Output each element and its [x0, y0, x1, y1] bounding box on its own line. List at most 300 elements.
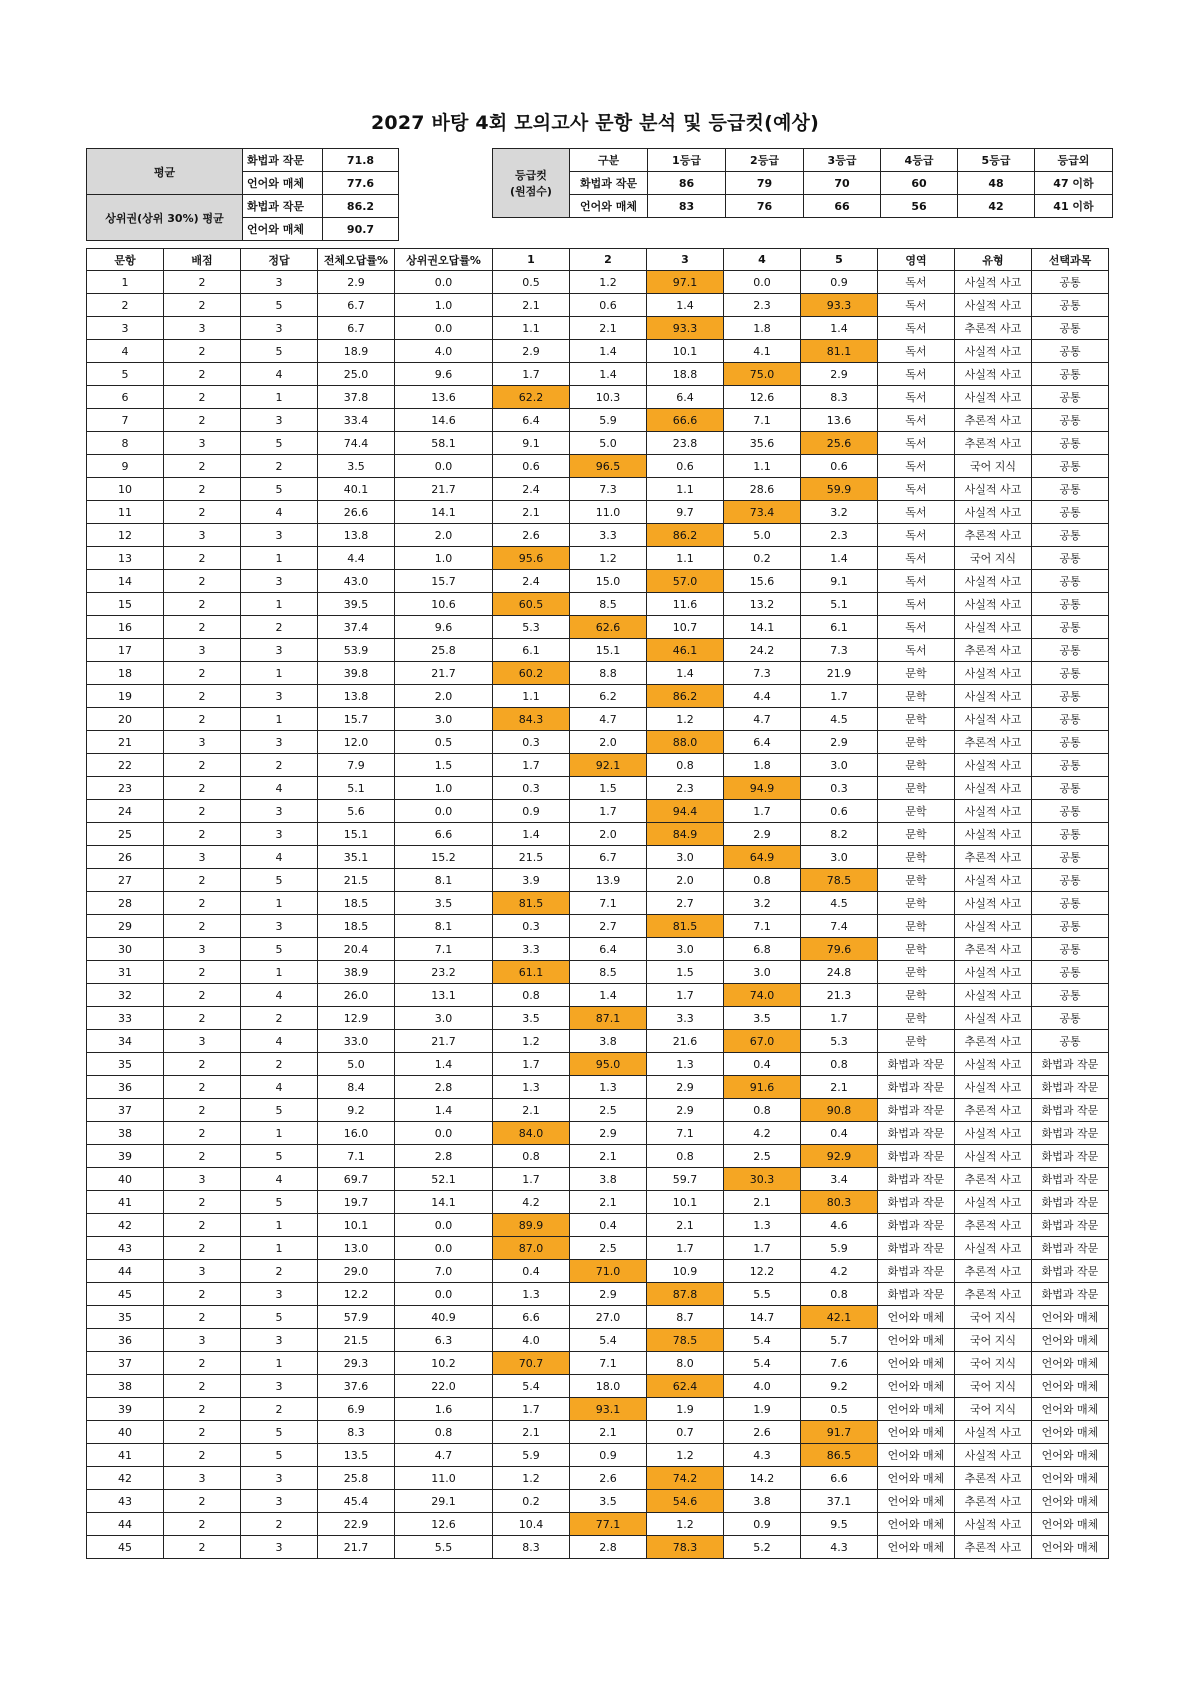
top-error-rate-cell: 9.6	[395, 363, 493, 386]
choice-4-rate-cell: 4.3	[724, 1444, 801, 1467]
question-number-cell: 17	[87, 639, 164, 662]
choice-1-rate-cell: 1.1	[493, 317, 570, 340]
column-header: 4	[724, 249, 801, 271]
choice-2-rate-cell: 62.6	[570, 616, 647, 639]
total-error-rate-cell: 18.9	[318, 340, 395, 363]
elective-subject-cell: 언어와 매체	[1032, 1329, 1109, 1352]
choice-2-rate-cell: 6.2	[570, 685, 647, 708]
choice-4-rate-cell: 1.7	[724, 800, 801, 823]
answer-cell: 2	[241, 1398, 318, 1421]
answer-cell: 3	[241, 800, 318, 823]
elective-subject-cell: 공통	[1032, 593, 1109, 616]
question-type-cell: 추론적 사고	[955, 524, 1032, 547]
question-number-cell: 40	[87, 1168, 164, 1191]
total-error-rate-cell: 38.9	[318, 961, 395, 984]
choice-1-rate-cell: 70.7	[493, 1352, 570, 1375]
choice-1-rate-cell: 6.4	[493, 409, 570, 432]
top-error-rate-cell: 29.1	[395, 1490, 493, 1513]
grade-cut-value: 86	[648, 172, 726, 195]
total-error-rate-cell: 2.9	[318, 271, 395, 294]
average-value: 77.6	[323, 172, 399, 195]
top-error-rate-cell: 1.6	[395, 1398, 493, 1421]
choice-3-rate-cell: 2.9	[647, 1099, 724, 1122]
points-cell: 2	[164, 363, 241, 386]
choice-5-rate-cell: 5.9	[801, 1237, 878, 1260]
elective-subject-cell: 공통	[1032, 892, 1109, 915]
choice-1-rate-cell: 5.3	[493, 616, 570, 639]
choice-1-rate-cell: 0.5	[493, 271, 570, 294]
choice-3-rate-cell: 1.7	[647, 1237, 724, 1260]
choice-4-rate-cell: 6.8	[724, 938, 801, 961]
points-cell: 3	[164, 1168, 241, 1191]
area-cell: 화법과 작문	[878, 1145, 955, 1168]
choice-3-rate-cell: 11.6	[647, 593, 724, 616]
choice-1-rate-cell: 1.2	[493, 1030, 570, 1053]
choice-1-rate-cell: 81.5	[493, 892, 570, 915]
choice-3-rate-cell: 3.3	[647, 1007, 724, 1030]
choice-1-rate-cell: 1.7	[493, 1398, 570, 1421]
answer-cell: 5	[241, 294, 318, 317]
question-number-cell: 36	[87, 1329, 164, 1352]
area-cell: 화법과 작문	[878, 1076, 955, 1099]
choice-4-rate-cell: 0.9	[724, 1513, 801, 1536]
question-number-cell: 5	[87, 363, 164, 386]
table-row	[87, 685, 1109, 708]
top-error-rate-cell: 0.0	[395, 271, 493, 294]
choice-1-rate-cell: 21.5	[493, 846, 570, 869]
choice-5-rate-cell: 7.4	[801, 915, 878, 938]
top-error-rate-cell: 1.4	[395, 1053, 493, 1076]
top-error-rate-cell: 22.0	[395, 1375, 493, 1398]
choice-5-rate-cell: 9.5	[801, 1513, 878, 1536]
top-error-rate-cell: 2.8	[395, 1076, 493, 1099]
choice-5-rate-cell: 0.6	[801, 800, 878, 823]
area-cell: 독서	[878, 409, 955, 432]
choice-4-rate-cell: 7.1	[724, 409, 801, 432]
choice-2-rate-cell: 2.1	[570, 1421, 647, 1444]
question-number-cell: 25	[87, 823, 164, 846]
points-cell: 2	[164, 777, 241, 800]
answer-cell: 2	[241, 1260, 318, 1283]
choice-4-rate-cell: 3.0	[724, 961, 801, 984]
choice-2-rate-cell: 71.0	[570, 1260, 647, 1283]
choice-5-rate-cell: 9.2	[801, 1375, 878, 1398]
table-row	[87, 1283, 1109, 1306]
choice-5-rate-cell: 4.2	[801, 1260, 878, 1283]
choice-1-rate-cell: 0.3	[493, 915, 570, 938]
column-header: 정답	[241, 249, 318, 271]
choice-4-rate-cell: 35.6	[724, 432, 801, 455]
top-error-rate-cell: 13.1	[395, 984, 493, 1007]
choice-3-rate-cell: 0.8	[647, 754, 724, 777]
choice-1-rate-cell: 2.4	[493, 570, 570, 593]
area-cell: 문학	[878, 731, 955, 754]
total-error-rate-cell: 7.1	[318, 1145, 395, 1168]
points-cell: 2	[164, 662, 241, 685]
choice-3-rate-cell: 54.6	[647, 1490, 724, 1513]
choice-1-rate-cell: 1.3	[493, 1076, 570, 1099]
grade-cut-header: 1등급	[648, 149, 726, 172]
table-row	[87, 1260, 1109, 1283]
total-error-rate-cell: 25.8	[318, 1467, 395, 1490]
question-type-cell: 추론적 사고	[955, 639, 1032, 662]
elective-subject-cell: 공통	[1032, 317, 1109, 340]
total-error-rate-cell: 18.5	[318, 892, 395, 915]
choice-3-rate-cell: 1.1	[647, 478, 724, 501]
question-type-cell: 사실적 사고	[955, 616, 1032, 639]
total-error-rate-cell: 26.0	[318, 984, 395, 1007]
question-number-cell: 37	[87, 1352, 164, 1375]
choice-1-rate-cell: 1.7	[493, 754, 570, 777]
average-value: 90.7	[323, 218, 399, 241]
question-number-cell: 39	[87, 1398, 164, 1421]
total-error-rate-cell: 13.0	[318, 1237, 395, 1260]
points-cell: 2	[164, 616, 241, 639]
choice-5-rate-cell: 6.6	[801, 1467, 878, 1490]
points-cell: 2	[164, 386, 241, 409]
choice-2-rate-cell: 93.1	[570, 1398, 647, 1421]
answer-cell: 2	[241, 455, 318, 478]
choice-3-rate-cell: 3.0	[647, 938, 724, 961]
points-cell: 2	[164, 1214, 241, 1237]
answer-cell: 5	[241, 340, 318, 363]
table-row	[87, 984, 1109, 1007]
total-error-rate-cell: 37.6	[318, 1375, 395, 1398]
area-cell: 독서	[878, 478, 955, 501]
top-error-rate-cell: 14.1	[395, 501, 493, 524]
elective-subject-cell: 화법과 작문	[1032, 1260, 1109, 1283]
question-number-cell: 23	[87, 777, 164, 800]
answer-cell: 3	[241, 731, 318, 754]
choice-1-rate-cell: 4.0	[493, 1329, 570, 1352]
question-type-cell: 사실적 사고	[955, 1191, 1032, 1214]
question-number-cell: 19	[87, 685, 164, 708]
question-type-cell: 국어 지식	[955, 1329, 1032, 1352]
choice-4-rate-cell: 5.0	[724, 524, 801, 547]
overall-average-label: 평균	[87, 149, 243, 195]
choice-3-rate-cell: 23.8	[647, 432, 724, 455]
choice-5-rate-cell: 93.3	[801, 294, 878, 317]
table-row	[87, 800, 1109, 823]
table-row	[87, 317, 1109, 340]
choice-3-rate-cell: 93.3	[647, 317, 724, 340]
answer-cell: 5	[241, 1191, 318, 1214]
total-error-rate-cell: 69.7	[318, 1168, 395, 1191]
choice-2-rate-cell: 2.9	[570, 1283, 647, 1306]
choice-5-rate-cell: 79.6	[801, 938, 878, 961]
page-title: 2027 바탕 4회 모의고사 문항 분석 및 등급컷(예상)	[371, 112, 819, 134]
choice-1-rate-cell: 0.3	[493, 731, 570, 754]
question-number-cell: 38	[87, 1375, 164, 1398]
choice-1-rate-cell: 1.7	[493, 363, 570, 386]
choice-3-rate-cell: 1.7	[647, 984, 724, 1007]
question-type-cell: 사실적 사고	[955, 823, 1032, 846]
area-cell: 문학	[878, 754, 955, 777]
points-cell: 2	[164, 455, 241, 478]
table-row	[87, 961, 1109, 984]
area-cell: 문학	[878, 869, 955, 892]
choice-5-rate-cell: 92.9	[801, 1145, 878, 1168]
question-type-cell: 사실적 사고	[955, 984, 1032, 1007]
grade-cut-header: 4등급	[881, 149, 958, 172]
grade-cut-header: 5등급	[958, 149, 1035, 172]
question-type-cell: 사실적 사고	[955, 1444, 1032, 1467]
choice-2-rate-cell: 3.8	[570, 1030, 647, 1053]
item-analysis-table	[86, 248, 1109, 1559]
top-error-rate-cell: 13.6	[395, 386, 493, 409]
choice-3-rate-cell: 74.2	[647, 1467, 724, 1490]
choice-2-rate-cell: 2.9	[570, 1122, 647, 1145]
top-error-rate-cell: 4.7	[395, 1444, 493, 1467]
choice-4-rate-cell: 5.4	[724, 1329, 801, 1352]
answer-cell: 4	[241, 1168, 318, 1191]
choice-1-rate-cell: 95.6	[493, 547, 570, 570]
choice-5-rate-cell: 81.1	[801, 340, 878, 363]
question-type-cell: 사실적 사고	[955, 386, 1032, 409]
choice-3-rate-cell: 2.1	[647, 1214, 724, 1237]
choice-5-rate-cell: 9.1	[801, 570, 878, 593]
choice-1-rate-cell: 87.0	[493, 1237, 570, 1260]
question-type-cell: 사실적 사고	[955, 892, 1032, 915]
grade-cut-label-line1: 등급컷	[515, 169, 547, 182]
choice-5-rate-cell: 1.7	[801, 685, 878, 708]
question-number-cell: 26	[87, 846, 164, 869]
choice-4-rate-cell: 75.0	[724, 363, 801, 386]
table-row	[87, 1375, 1109, 1398]
choice-2-rate-cell: 87.1	[570, 1007, 647, 1030]
choice-4-rate-cell: 73.4	[724, 501, 801, 524]
choice-4-rate-cell: 1.1	[724, 455, 801, 478]
question-number-cell: 38	[87, 1122, 164, 1145]
choice-1-rate-cell: 2.4	[493, 478, 570, 501]
top-error-rate-cell: 7.1	[395, 938, 493, 961]
answer-cell: 5	[241, 1145, 318, 1168]
choice-3-rate-cell: 1.1	[647, 547, 724, 570]
choice-2-rate-cell: 4.7	[570, 708, 647, 731]
grade-cut-header: 등급외	[1035, 149, 1113, 172]
total-error-rate-cell: 25.0	[318, 363, 395, 386]
question-type-cell: 추론적 사고	[955, 1467, 1032, 1490]
choice-4-rate-cell: 14.2	[724, 1467, 801, 1490]
points-cell: 3	[164, 1329, 241, 1352]
total-error-rate-cell: 40.1	[318, 478, 395, 501]
choice-4-rate-cell: 2.6	[724, 1421, 801, 1444]
question-number-cell: 3	[87, 317, 164, 340]
points-cell: 2	[164, 501, 241, 524]
question-number-cell: 42	[87, 1214, 164, 1237]
question-type-cell: 추론적 사고	[955, 409, 1032, 432]
top-error-rate-cell: 0.0	[395, 800, 493, 823]
elective-subject-cell: 화법과 작문	[1032, 1214, 1109, 1237]
elective-subject-cell: 공통	[1032, 731, 1109, 754]
question-number-cell: 20	[87, 708, 164, 731]
total-error-rate-cell: 19.7	[318, 1191, 395, 1214]
points-cell: 2	[164, 593, 241, 616]
choice-2-rate-cell: 7.1	[570, 1352, 647, 1375]
choice-4-rate-cell: 1.3	[724, 1214, 801, 1237]
average-subject: 언어와 매체	[243, 172, 323, 195]
choice-2-rate-cell: 2.1	[570, 317, 647, 340]
points-cell: 3	[164, 317, 241, 340]
question-number-cell: 43	[87, 1237, 164, 1260]
question-type-cell: 사실적 사고	[955, 800, 1032, 823]
answer-cell: 3	[241, 1490, 318, 1513]
choice-3-rate-cell: 1.9	[647, 1398, 724, 1421]
grade-cut-value: 66	[804, 195, 881, 218]
choice-3-rate-cell: 78.5	[647, 1329, 724, 1352]
table-row	[87, 1099, 1109, 1122]
choice-2-rate-cell: 15.1	[570, 639, 647, 662]
answer-cell: 2	[241, 1007, 318, 1030]
area-cell: 문학	[878, 1030, 955, 1053]
question-type-cell: 추론적 사고	[955, 317, 1032, 340]
area-cell: 언어와 매체	[878, 1306, 955, 1329]
total-error-rate-cell: 53.9	[318, 639, 395, 662]
total-error-rate-cell: 21.7	[318, 1536, 395, 1559]
choice-1-rate-cell: 4.2	[493, 1191, 570, 1214]
choice-3-rate-cell: 0.7	[647, 1421, 724, 1444]
area-cell: 문학	[878, 708, 955, 731]
total-error-rate-cell: 3.5	[318, 455, 395, 478]
choice-2-rate-cell: 3.8	[570, 1168, 647, 1191]
table-row	[87, 1398, 1109, 1421]
area-cell: 문학	[878, 662, 955, 685]
area-cell: 문학	[878, 1007, 955, 1030]
total-error-rate-cell: 15.1	[318, 823, 395, 846]
table-row	[87, 1329, 1109, 1352]
choice-5-rate-cell: 0.5	[801, 1398, 878, 1421]
top-error-rate-cell: 1.0	[395, 294, 493, 317]
total-error-rate-cell: 6.9	[318, 1398, 395, 1421]
choice-3-rate-cell: 0.8	[647, 1145, 724, 1168]
question-number-cell: 40	[87, 1421, 164, 1444]
choice-2-rate-cell: 77.1	[570, 1513, 647, 1536]
area-cell: 언어와 매체	[878, 1352, 955, 1375]
elective-subject-cell: 공통	[1032, 386, 1109, 409]
choice-2-rate-cell: 27.0	[570, 1306, 647, 1329]
choice-4-rate-cell: 30.3	[724, 1168, 801, 1191]
choice-5-rate-cell: 4.6	[801, 1214, 878, 1237]
choice-1-rate-cell: 10.4	[493, 1513, 570, 1536]
grade-cut-value: 79	[726, 172, 804, 195]
area-cell: 언어와 매체	[878, 1444, 955, 1467]
elective-subject-cell: 공통	[1032, 455, 1109, 478]
choice-5-rate-cell: 59.9	[801, 478, 878, 501]
total-error-rate-cell: 16.0	[318, 1122, 395, 1145]
choice-4-rate-cell: 4.1	[724, 340, 801, 363]
choice-3-rate-cell: 97.1	[647, 271, 724, 294]
choice-1-rate-cell: 84.3	[493, 708, 570, 731]
area-cell: 독서	[878, 317, 955, 340]
area-cell: 화법과 작문	[878, 1168, 955, 1191]
points-cell: 2	[164, 570, 241, 593]
elective-subject-cell: 공통	[1032, 777, 1109, 800]
area-cell: 독서	[878, 271, 955, 294]
table-row	[87, 1191, 1109, 1214]
choice-4-rate-cell: 2.5	[724, 1145, 801, 1168]
choice-3-rate-cell: 1.2	[647, 708, 724, 731]
question-number-cell: 29	[87, 915, 164, 938]
choice-1-rate-cell: 2.1	[493, 501, 570, 524]
question-type-cell: 사실적 사고	[955, 777, 1032, 800]
points-cell: 3	[164, 731, 241, 754]
question-type-cell: 사실적 사고	[955, 1513, 1032, 1536]
top-error-rate-cell: 2.0	[395, 524, 493, 547]
question-type-cell: 사실적 사고	[955, 685, 1032, 708]
total-error-rate-cell: 7.9	[318, 754, 395, 777]
answer-cell: 5	[241, 869, 318, 892]
area-cell: 문학	[878, 938, 955, 961]
table-row	[87, 1352, 1109, 1375]
question-number-cell: 32	[87, 984, 164, 1007]
average-score-table	[86, 148, 399, 241]
points-cell: 3	[164, 1030, 241, 1053]
choice-1-rate-cell: 89.9	[493, 1214, 570, 1237]
total-error-rate-cell: 35.1	[318, 846, 395, 869]
choice-2-rate-cell: 96.5	[570, 455, 647, 478]
average-subject: 화법과 작문	[243, 195, 323, 218]
choice-2-rate-cell: 11.0	[570, 501, 647, 524]
table-row	[87, 1076, 1109, 1099]
elective-subject-cell: 화법과 작문	[1032, 1168, 1109, 1191]
top-error-rate-cell: 1.0	[395, 777, 493, 800]
table-header-row	[87, 249, 1109, 271]
question-type-cell: 사실적 사고	[955, 1007, 1032, 1030]
choice-3-rate-cell: 86.2	[647, 524, 724, 547]
choice-3-rate-cell: 8.7	[647, 1306, 724, 1329]
elective-subject-cell: 공통	[1032, 570, 1109, 593]
area-cell: 문학	[878, 961, 955, 984]
question-type-cell: 추론적 사고	[955, 1283, 1032, 1306]
total-error-rate-cell: 6.7	[318, 294, 395, 317]
choice-3-rate-cell: 6.4	[647, 386, 724, 409]
table-row	[87, 892, 1109, 915]
table-row	[87, 639, 1109, 662]
choice-2-rate-cell: 1.4	[570, 984, 647, 1007]
answer-cell: 4	[241, 1076, 318, 1099]
question-number-cell: 9	[87, 455, 164, 478]
grade-cut-subject: 화법과 작문	[570, 172, 648, 195]
elective-subject-cell: 공통	[1032, 708, 1109, 731]
top-error-rate-cell: 2.8	[395, 1145, 493, 1168]
table-row	[87, 1007, 1109, 1030]
question-number-cell: 1	[87, 271, 164, 294]
question-number-cell: 45	[87, 1536, 164, 1559]
total-error-rate-cell: 26.6	[318, 501, 395, 524]
top-error-rate-cell: 0.0	[395, 455, 493, 478]
choice-5-rate-cell: 5.3	[801, 1030, 878, 1053]
elective-subject-cell: 공통	[1032, 501, 1109, 524]
total-error-rate-cell: 9.2	[318, 1099, 395, 1122]
area-cell: 화법과 작문	[878, 1122, 955, 1145]
answer-cell: 3	[241, 1329, 318, 1352]
grade-cut-label	[493, 149, 570, 218]
choice-3-rate-cell: 2.0	[647, 869, 724, 892]
answer-cell: 1	[241, 593, 318, 616]
question-type-cell: 국어 지식	[955, 547, 1032, 570]
table-row	[87, 662, 1109, 685]
table-row	[87, 754, 1109, 777]
choice-2-rate-cell: 1.7	[570, 800, 647, 823]
area-cell: 언어와 매체	[878, 1467, 955, 1490]
grade-cut-value: 41 이하	[1035, 195, 1113, 218]
column-header: 3	[647, 249, 724, 271]
area-cell: 언어와 매체	[878, 1421, 955, 1444]
points-cell: 2	[164, 823, 241, 846]
column-header: 문항	[87, 249, 164, 271]
question-type-cell: 추론적 사고	[955, 432, 1032, 455]
question-number-cell: 44	[87, 1260, 164, 1283]
